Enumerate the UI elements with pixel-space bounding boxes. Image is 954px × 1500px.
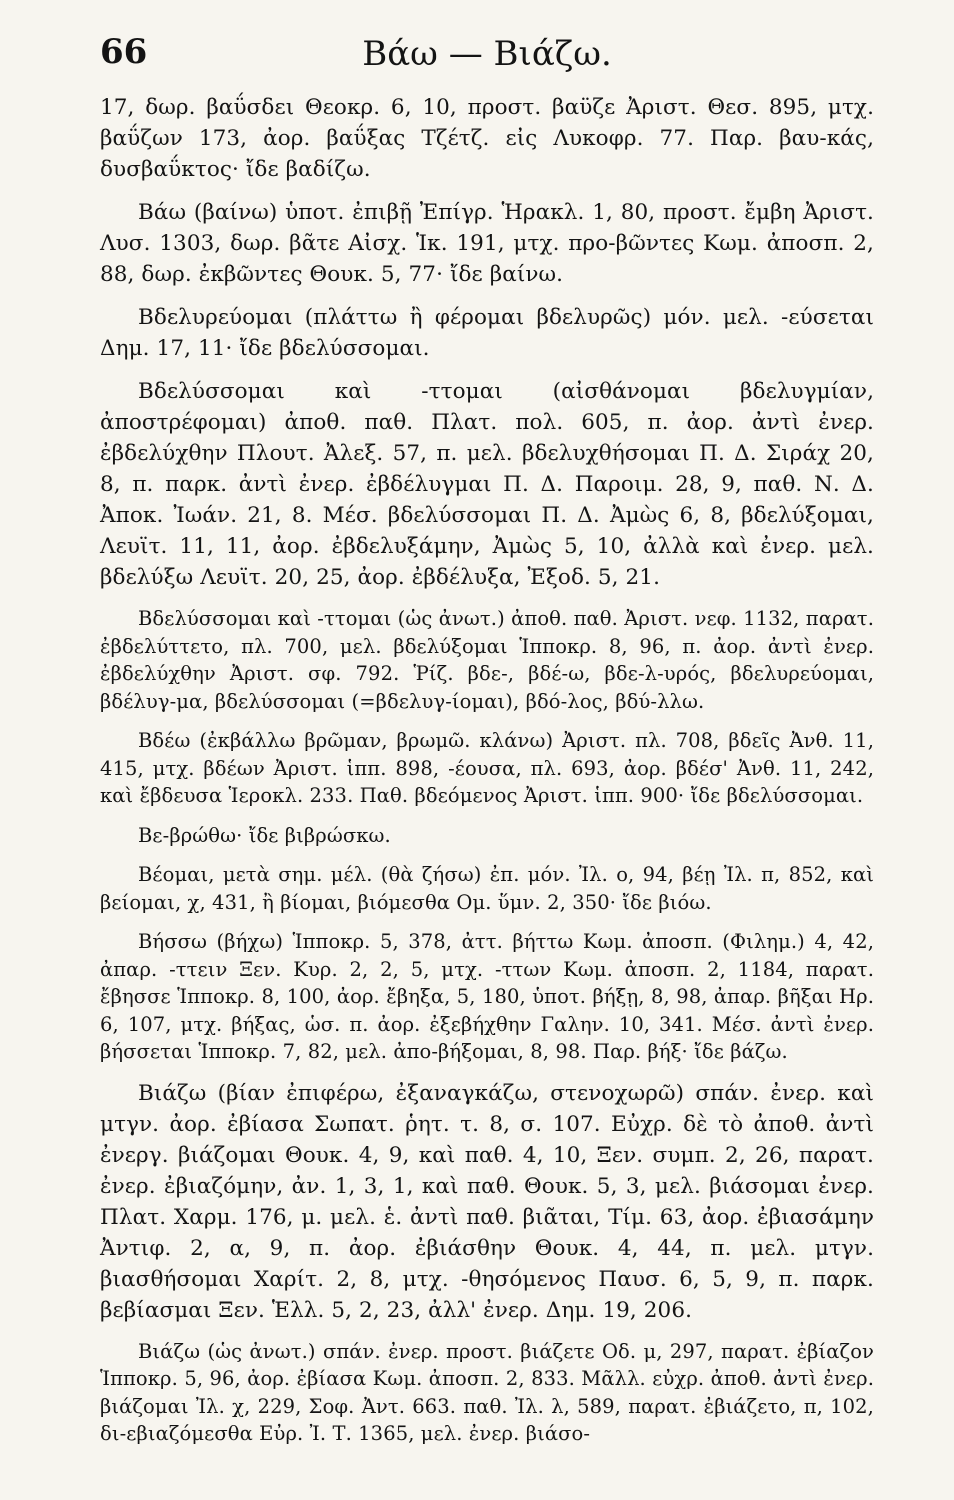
entry-biazo-small: Βιάζω (ὡς ἀνωτ.) σπάν. ἐνερ. προστ. βιάζετε Οδ. μ, 297, παρατ. ἐβίαζον Ἱπποκρ. 5, 96, ἀορ. ἐβίασα Κωμ. ἀποσπ. 2, 833. Μᾶλλ. εὐχρ. ἀποθ. ἀντὶ ἐνερ. βιάζομαι Ἰλ. χ, 229, Σοφ. Ἀντ. 663. παθ. Ἰλ. λ, 589, παρατ. ἐβιάζετο, π, 102, δι-εβιαζόμεσθα Εὐρ. Ἰ. Τ. 1365, μελ. ἐνερ. βιάσο-	[100, 1339, 874, 1445]
entry-bdeo: Βδέω (ἐκβάλλω βρῶμαν, βρωμῶ. κλάνω) Ἀριστ. πλ. 708, βδεῖς Ἀνθ. 11, 415, μτχ. βδέων Ἀριστ. ἱππ. 898, -έουσα, πλ. 693, ἀορ. βδέσ' Ἀνθ. 11, 242, καὶ ἔβδευσα Ἱεροκλ. 233. Παθ. βδεόμενος Ἀριστ. ἱππ. 900· ἴδε βδελύσσομαι.	[100, 729, 874, 807]
page-header	[100, 20, 874, 84]
entry-beomai: Βέομαι, μετὰ σημ. μέλ. (θὰ ζήσω) ἐπ. μόν. Ἰλ. ο, 94, βέῃ Ἰλ. π, 852, καὶ βείομαι, χ, 431, ἢ βίομαι, βιόμεσθα Ομ. ὕμν. 2, 350· ἴδε βιόω.	[100, 863, 874, 914]
entry-bao: Βάω (βαίνω) ὑποτ. ἐπιβῇ Ἐπίγρ. Ἡρακλ. 1, 80, προστ. ἔμβη Ἀριστ. Λυσ. 1303, δωρ. βᾶτε Αἰσχ. Ἱκ. 191, μτχ. προ-βῶντες Κωμ. ἀποσπ. 2, 88, δωρ. ἐκβῶντες Θουκ. 5, 77· ἴδε βαίνω.	[100, 200, 874, 287]
entry-bdelyssomai-small: Βδελύσσομαι καὶ -ττομαι (ὡς ἀνωτ.) ἀποθ. παθ. Ἀριστ. νεφ. 1132, παρατ. ἐβδελύττετο, πλ. 700, μελ. βδελύξομαι Ἱπποκρ. 8, 96, π. ἀορ. ἀντὶ ἐνερ. ἐβδελύχθην Ἀριστ. σφ. 792. Ῥίζ. βδε-, βδέ-ω, βδε-λ-υρός, βδελυρεύομαι, βδέλυγ-μα, βδελύσσομαι (=βδελυγ-ίομαι), βδό-λος, βδύ-λλω.	[100, 607, 874, 713]
entry-bdelyssomai: Βδελύσσομαι καὶ -ττομαι (αἰσθάνομαι βδελυγμίαν, ἀποστρέφομαι) ἀποθ. παθ. Πλατ. πολ. 605, π. ἀορ. ἀντὶ ἐνερ. ἐβδελύχθην Πλουτ. Ἀλεξ. 57, π. μελ. βδελυχθήσομαι Π. Δ. Σιράχ 20, 8, π. παρκ. ἀντὶ ἐνερ. ἐβδέλυγμαι Π. Δ. Παροιμ. 28, 9, παθ. Ν. Δ. Ἀποκ. Ἰωάν. 21, 8. Μέσ. βδελύσσομαι Π. Δ. Ἀμὼς 6, 8, βδελύξομαι, Λευϊτ. 11, 11, ἀορ. ἐβδελυξάμην, Ἀμὼς 5, 10, ἀλλὰ καὶ ἐνερ. μελ. βδελύξω Λευϊτ. 20, 25, ἀορ. ἐβδέλυξα, Ἐξοδ. 5, 21.	[100, 379, 874, 590]
entry-bdelyreuomai: Βδελυρεύομαι (πλάττω ἢ φέρομαι βδελυρῶς) μόν. μελ. -εύσεται Δημ. 17, 11· ἴδε βδελύσσομαι.	[100, 305, 874, 361]
entry-besso: Βήσσω (βήχω) Ἱπποκρ. 5, 378, ἀττ. βήττω Κωμ. ἀποσπ. (Φιλημ.) 4, 42, ἀπαρ. -ττειν Ξεν. Κυρ. 2, 2, 5, μτχ. -ττων Κωμ. ἀποσπ. 2, 1184, παρατ. ἔβησσε Ἱπποκρ. 8, 100, ἀορ. ἔβηξα, 5, 180, ὑποτ. βήξῃ, 8, 98, ἀπαρ. βῆξαι Ηρ. 6, 107, μτχ. βήξας, ὡσ. π. ἀορ. ἐξεβήχθην Γαλην. 10, 341. Μέσ. ἀντὶ ἐνερ. βήσσεται Ἱπποκρ. 7, 82, μελ. ἀπο-βήξομαι, 8, 98. Παρ. βήξ· ἴδε βάζω.	[100, 930, 874, 1063]
entries-column	[100, 92, 874, 1448]
running-head: Βάω — Βιάζω.	[362, 34, 612, 74]
page-number: 66	[100, 32, 148, 72]
entry-biazo: Βιάζω (βίαν ἐπιφέρω, ἐξαναγκάζω, στενοχωρῶ) σπάν. ἐνερ. καὶ μτγν. ἀορ. ἐβίασα Σωπατ. ῥητ. τ. 8, σ. 107. Εὐχρ. δὲ τὸ ἀποθ. ἀντὶ ἐνεργ. βιάζομαι Θουκ. 4, 9, καὶ παθ. 4, 10, Ξεν. συμπ. 2, 26, παρατ. ἐνερ. ἐβιαζόμην, ἀν. 1, 3, 1, καὶ παθ. Θουκ. 5, 3, μελ. βιάσομαι ἐνερ. Πλατ. Χαρμ. 176, μ. μελ. ἑ. ἀντὶ παθ. βιᾶται, Τίμ. 63, ἀορ. ἐβιασάμην Ἀντιφ. 2, α, 9, π. ἀορ. ἐβιάσθην Θουκ. 4, 44, π. μελ. μτγν. βιασθήσομαι Χαρίτ. 2, 8, μτχ. -θησόμενος Παυσ. 6, 5, 9, π. παρκ. βεβίασμαι Ξεν. Ἑλλ. 5, 2, 23, ἀλλ' ἐνερ. Δημ. 19, 206.	[100, 1080, 874, 1323]
entry-bebrotho: Βε-βρώθω· ἴδε βιβρώσκω.	[138, 823, 391, 847]
entry-continuation-bauzo: 17, δωρ. βαΰσδει Θεοκρ. 6, 10, προστ. βαϋζε Ἀριστ. Θεσ. 895, μτχ. βαΰζων 173, ἀορ. βαΰξας Τζέτζ. εἰς Λυκοφρ. 77. Παρ. βαυ-κάς, δυσβαΰκτος· ἴδε βαδίζω.	[100, 95, 874, 182]
